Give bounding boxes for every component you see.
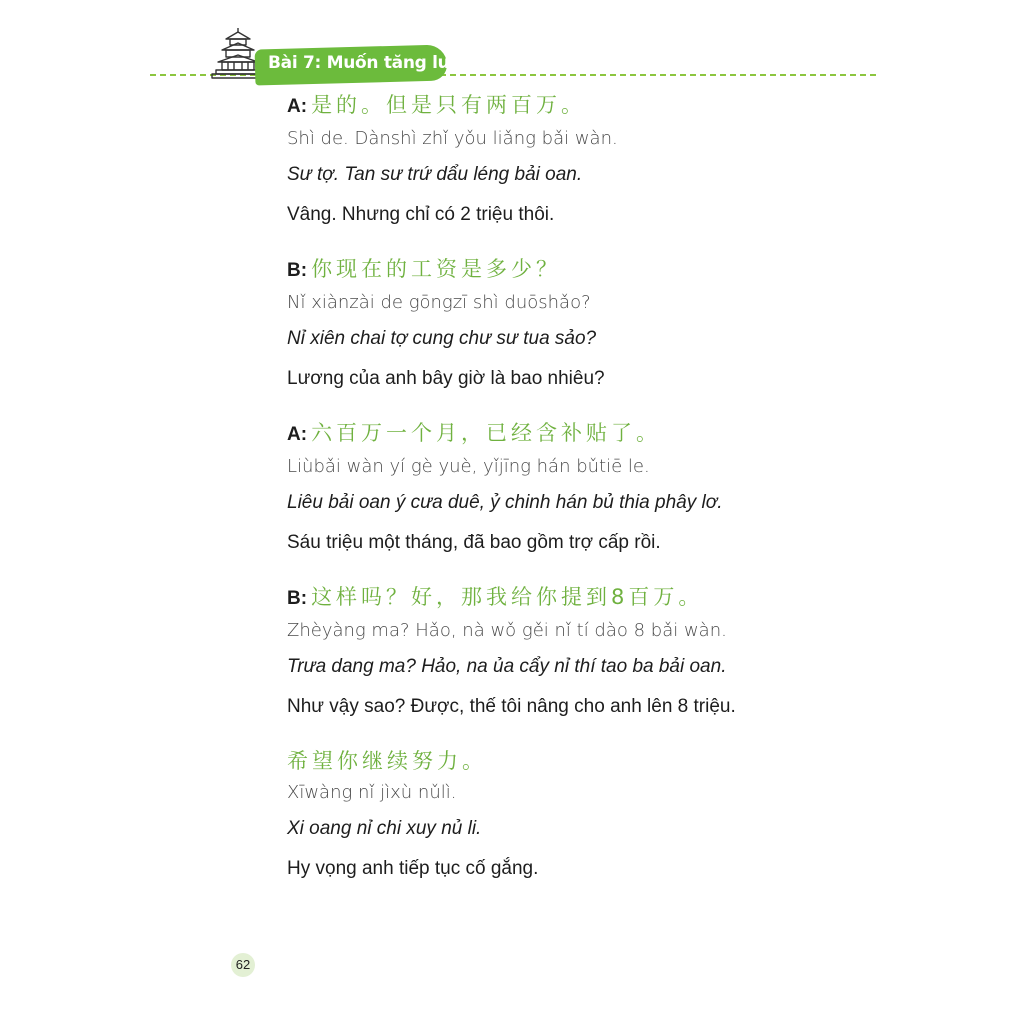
pinyin-line: Shì de. Dànshì zhǐ yǒu liǎng bǎi wàn. <box>287 128 618 149</box>
pinyin-line: Liùbǎi wàn yí gè yuè, yǐjīng hán bǔtiē le. <box>287 456 650 477</box>
chinese-line <box>287 90 987 122</box>
chinese-line <box>287 418 987 450</box>
phonetic-line: Nỉ xiên chai tợ cung chư sư tua sảo? <box>287 328 597 349</box>
vietnamese-line: Như vậy sao? Được, thế tôi nâng cho anh lên 8 triệu. <box>287 696 736 717</box>
dialogue-block <box>287 90 987 227</box>
vietnamese-line: Hy vọng anh tiếp tục cố gắng. <box>287 858 539 879</box>
dialogue-content <box>287 90 987 881</box>
chinese-text: 这样吗？好，那我给你提到8百万。 <box>311 585 704 609</box>
phonetic-line: Liêu bải oan ý cưa duê, ỷ chinh hán bủ thia phây lơ. <box>287 492 723 513</box>
dialogue-block <box>287 746 987 881</box>
speaker-label: A: <box>287 96 308 117</box>
dialogue-block <box>287 582 987 719</box>
phonetic-line: Xi oang nỉ chi xuy nủ li. <box>287 818 482 839</box>
chinese-line <box>287 746 987 776</box>
chinese-text: 六百万一个月，已经含补贴了。 <box>311 421 662 445</box>
vietnamese-line: Vâng. Nhưng chỉ có 2 triệu thôi. <box>287 204 555 225</box>
speaker-label: B: <box>287 588 308 609</box>
phonetic-line: Sư tợ. Tan sư trứ dẩu léng bải oan. <box>287 164 583 185</box>
pinyin-line: Nǐ xiànzài de gōngzī shì duōshǎo? <box>287 292 591 313</box>
phonetic-line: Trưa dang ma? Hảo, na ủa cẩy nỉ thí tao ba bải oan. <box>287 656 727 677</box>
pinyin-line: Zhèyàng ma? Hǎo, nà wǒ gěi nǐ tí dào 8 bǎi wàn. <box>287 620 727 641</box>
chinese-line <box>287 254 987 286</box>
chinese-text: 希望你继续努力。 <box>287 749 487 773</box>
chinese-text: 是的。但是只有两百万。 <box>311 93 587 117</box>
vietnamese-line: Sáu triệu một tháng, đã bao gồm trợ cấp rồi. <box>287 532 661 553</box>
dialogue-block <box>287 254 987 391</box>
chinese-line <box>287 582 987 614</box>
speaker-label: A: <box>287 424 308 445</box>
vietnamese-line: Lương của anh bây giờ là bao nhiêu? <box>287 368 605 389</box>
pinyin-line: Xīwàng nǐ jìxù nǔlì. <box>287 782 457 803</box>
dialogue-block <box>287 418 987 555</box>
speaker-label: B: <box>287 260 308 281</box>
page-number: 62 <box>231 953 255 977</box>
chinese-text: 你现在的工资是多少？ <box>311 257 562 281</box>
page-header <box>0 0 1024 100</box>
lesson-title: Bài 7: Muốn tăng lương <box>268 53 485 73</box>
